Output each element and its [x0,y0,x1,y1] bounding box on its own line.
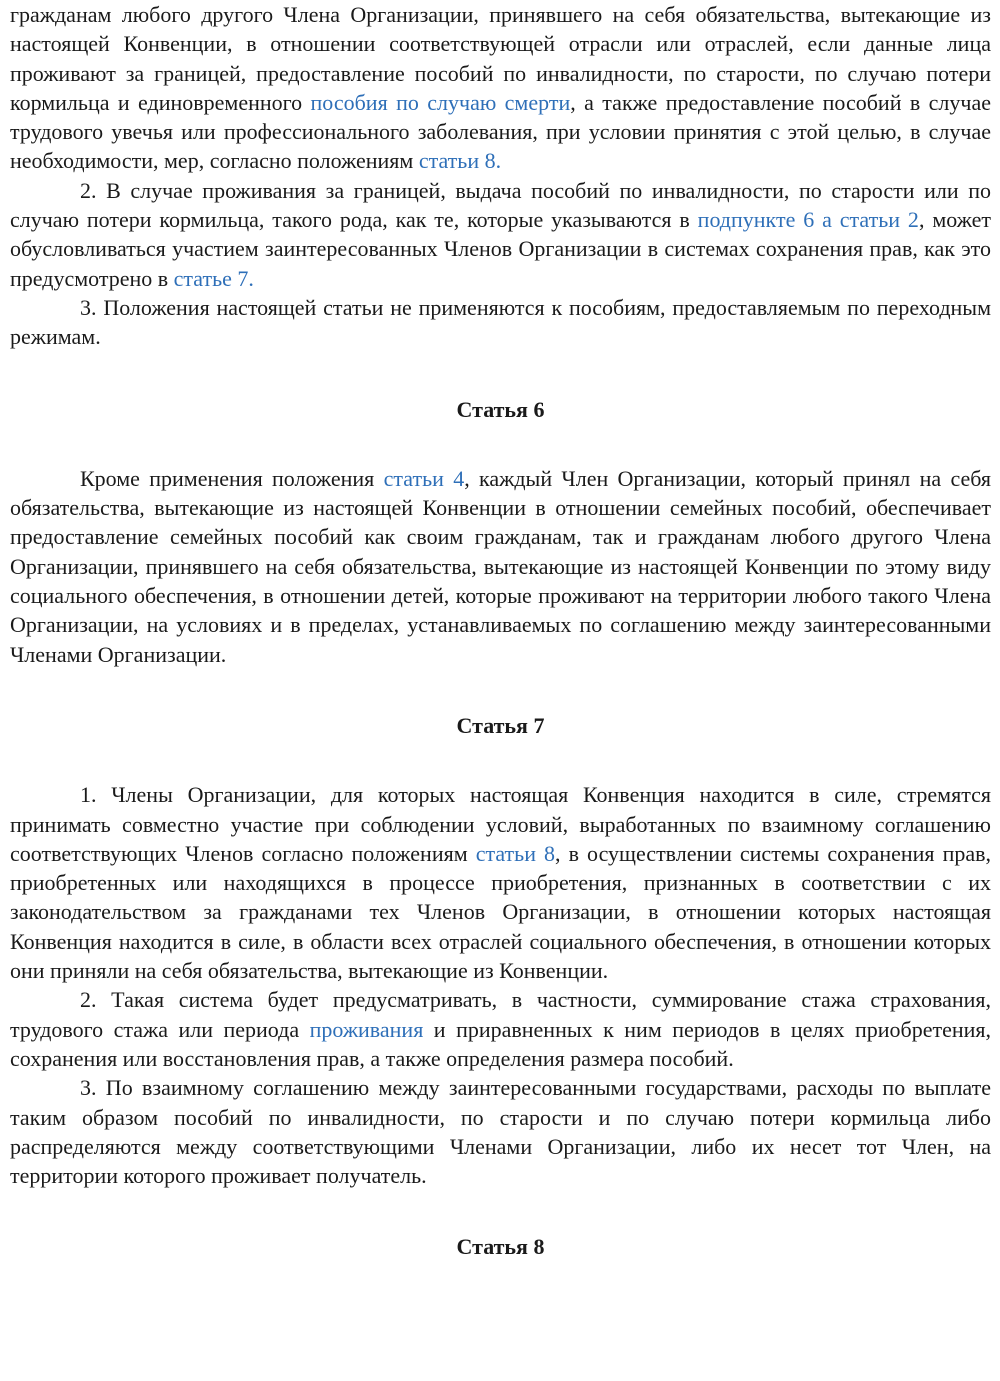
art7-p2-text-b: и приравненных к ним периодов в целях приобретения, сохранения или восстановления прав, а также определения размера пособий. [10,1016,992,1071]
art5-paragraph-2 [10,176,991,293]
link-death-benefit[interactable]: пособия по случаю смерти [310,89,571,115]
art5-p1-text-b: , а также предоставление пособий в случае трудового увечья или профессионального заболевания, при условии принятия с этой целью, в случае необходимости, мер, согласно положениям [10,89,991,174]
art7-paragraph-2 [10,985,991,1073]
art5-p2-text-a: 2. В случае проживания за границей, выдача пособий по инвалидности, по старости или по случаю потери кормильца, такого рода, как те, которые указываются в [10,177,991,233]
art7-p2-text-a: 2. Такая система будет предусматривать, в частности, суммирование стажа страхования, трудового стажа или периода [10,987,991,1042]
article-7-heading: Статья 7 [456,712,545,738]
article-8-heading: Статья 8 [456,1234,545,1260]
link-residence[interactable]: проживания [309,1016,424,1042]
art7-p1-text-a: 1. Члены Организации, для которых настоящая Конвенция находится в силе, стремятся принимать совместно участие при соблюдении условий, выработанных по взаимному соглашению соответствующих Членов согласно положениям [10,782,991,866]
link-article-4[interactable]: статьи 4 [383,465,465,491]
art7-p1-text-b: , в осуществлении системы сохранения прав, приобретенных или находящихся в процессе приобретения, признанных в соответствии с их законодательством за гражданами тех Членов Организации, в отношении которых настоящая Конвенция находится в силе, в области всех отраслей социального обеспечения, в отношении которых они приняли на себя обязательства, вытекающие из Конвенции. [10,840,991,984]
link-article-7[interactable]: статье 7. [173,265,254,291]
link-subparagraph-6a-article-2[interactable]: подпункте 6 а статьи 2 [697,207,919,233]
art5-paragraph-1 [10,0,991,176]
art7-paragraph-3: 3. По взаимному соглашению между заинтересованными государствами, расходы по выплате таким образом пособий по инвалидности, по старости и по случаю потери кормильца либо распределяются между соответствующими Членами Организации, либо их несет тот Член, на территории которого проживает получатель. [10,1075,991,1189]
art5-p2-text-b: , может обусловливаться участием заинтересованных Членов Организации в системах сохранения прав, как это предусмотрено в [10,207,991,291]
art6-p1-text-b: , каждый Член Организации, который принял на себя обязательства, вытекающие из настоящей Конвенции в отношении семейных пособий, обеспечивает предоставление семейных пособий как своим гражданам, так и гражданам любого другого Члена Организации, принявшего на себя обязательства, вытекающие из настоящей Конвенции по этому виду социального обеспечения, в отношении детей, которые проживают на территории любого такого Члена Организации, на условиях и в пределах, устанавливаемых по соглашению между заинтересованными Членами Организации. [10,465,992,667]
art6-paragraph-1 [10,464,991,669]
link-article-8-b[interactable]: статьи 8 [475,840,556,866]
art5-p1-text-a: гражданам любого другого Члена Организации, принявшего на себя обязательства, вытекающие из настоящей Конвенции, в отношении соответствующей отрасли или отраслей, если данные лица проживают за границей, предоставление пособий по инвалидности, по старости, по случаю потери кормильца и единовременного [10,2,991,115]
art6-p1-text-a: Кроме применения положения [80,465,384,491]
art7-paragraph-1 [10,780,991,985]
link-article-8[interactable]: статьи 8. [418,148,502,174]
document-page [10,0,991,1262]
art5-paragraph-3: 3. Положения настоящей статьи не применяются к пособиям, предоставляемым по переходным режимам. [10,294,991,350]
article-6-heading: Статья 6 [456,396,545,422]
